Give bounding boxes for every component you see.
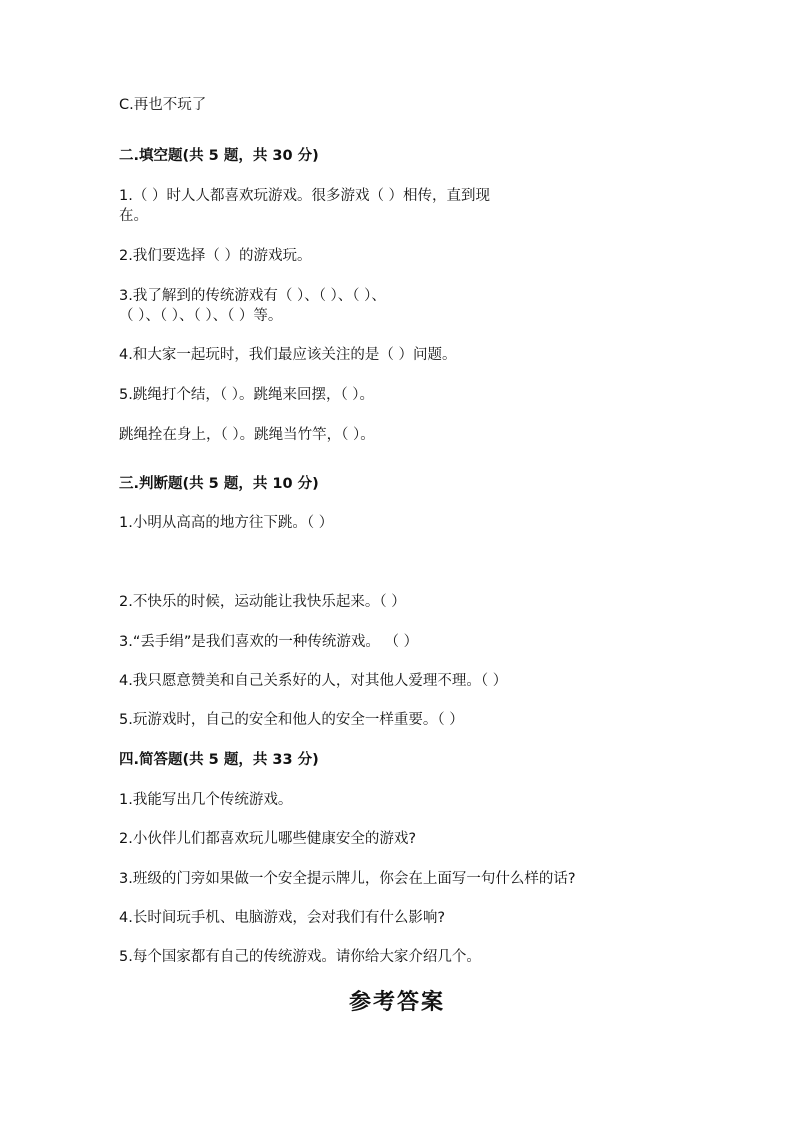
short-q1: 1.我能写出几个传统游戏。 [119, 792, 293, 808]
judge-q4: 4.我只愿意赞美和自己关系好的人，对其他人爱理不理。（ ） [119, 673, 508, 689]
short-q2: 2.小伙伴儿们都喜欢玩儿哪些健康安全的游戏? [119, 831, 417, 847]
judge-q3: 3.“丢手绢”是我们喜欢的一种传统游戏。 （ ） [119, 634, 419, 650]
fill-q2: 2.我们要选择（ ）的游戏玩。 [119, 248, 312, 264]
previous-question-option-c: C.再也不玩了 [119, 97, 207, 113]
fill-q3-line2: （ ）、（ ）、（ ）、（ ）等。 [119, 308, 283, 324]
short-q5: 5.每个国家都有自己的传统游戏。请你给大家介绍几个。 [119, 949, 481, 965]
judge-q2: 2.不快乐的时候，运动能让我快乐起来。（ ） [119, 594, 406, 610]
judge-heading: 三.判断题(共 5 题，共 10 分) [119, 476, 319, 492]
short-answer-heading: 四.简答题(共 5 题，共 33 分) [119, 752, 319, 768]
fill-q1-line2: 在。 [119, 208, 148, 224]
fill-q5-line2: 跳绳拴在身上，（ ）。跳绳当竹竿，（ ）。 [119, 427, 375, 443]
fill-blank-heading: 二.填空题(共 5 题，共 30 分) [119, 148, 319, 164]
fill-q3-line1: 3.我了解到的传统游戏有（ ）、（ ）、（ ）、 [119, 288, 386, 304]
answer-key-title: 参考答案 [348, 989, 445, 1015]
fill-q4: 4.和大家一起玩时，我们最应该关注的是（ ）问题。 [119, 347, 457, 363]
judge-q5: 5.玩游戏时，自己的安全和他人的安全一样重要。（ ） [119, 712, 464, 728]
fill-q1-line1: 1.（ ）时人人都喜欢玩游戏。很多游戏（ ）相传，直到现 [119, 188, 491, 204]
fill-q5-line1: 5.跳绳打个结，（ ）。跳绳来回摆，（ ）。 [119, 387, 375, 403]
judge-q1: 1.小明从高高的地方往下跳。（ ） [119, 515, 334, 531]
short-q4: 4.长时间玩手机、电脑游戏，会对我们有什么影响? [119, 910, 446, 926]
short-q3: 3.班级的门旁如果做一个安全提示牌儿，你会在上面写一句什么样的话? [119, 871, 576, 887]
